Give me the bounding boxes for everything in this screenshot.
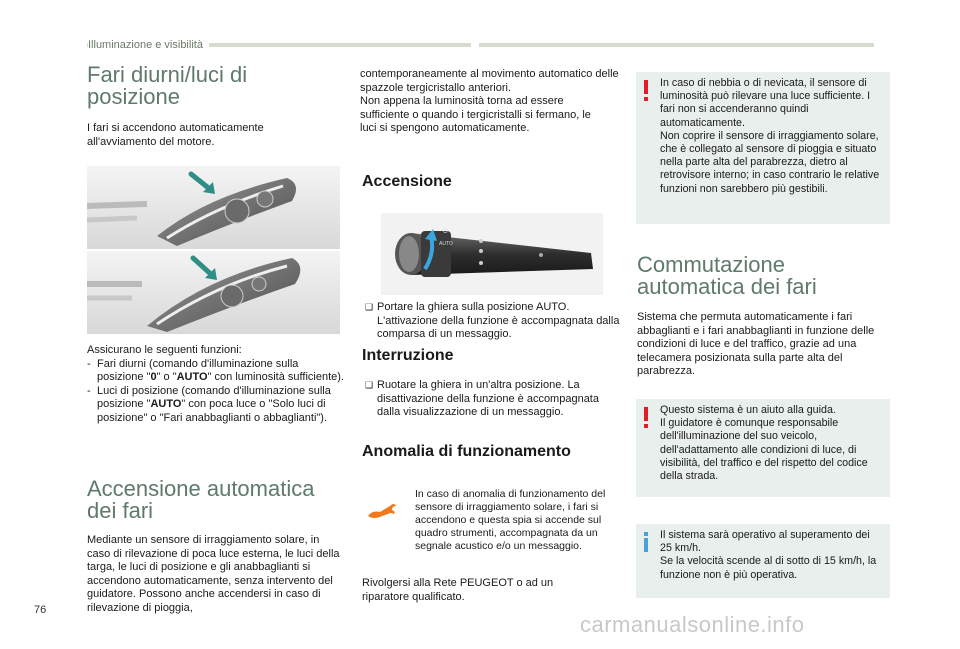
heading-fari-diurni: Fari diurni/luci di posizione	[87, 62, 248, 109]
wrench-icon	[366, 500, 398, 522]
functions-label: Assicurano le seguenti funzioni:	[87, 344, 242, 356]
bullet-icon: ❑	[365, 302, 374, 312]
column-middle	[360, 68, 620, 136]
functions-block	[87, 344, 345, 425]
headlight-image	[87, 166, 340, 334]
warning-icon	[644, 80, 649, 100]
warning-box-fog: In caso di nebbia o di nevicata, il sensore di luminosità può rilevare una luce sufficiente. I fari non si accenderanno quindi automaticamente. Non coprire il sensore di irraggiamento solare, che è collegato al sensore di pioggia e situato nella parte alta del parabrezza, dietro al retrovisore interno; in caso contrario le relative funzioni non sarebbero più gestibili.	[636, 72, 890, 224]
column-left	[87, 64, 347, 149]
warning-box-guida: Questo sistema è un aiuto alla guida. Il guidatore è comunque responsabile dell'illuminazione del suo veicolo, dell'adattamento alle condizioni di luce, di visibilità, del traffico e del rispetto del codice della strada.	[636, 399, 890, 497]
heading-accensione-automatica: Accensione automatica dei fari	[87, 476, 315, 523]
page-number: 76	[34, 604, 47, 616]
info-icon	[644, 532, 649, 552]
auto-beam-section	[637, 254, 891, 379]
svg-text:O: O	[443, 229, 448, 235]
auto-text: Mediante un sensore di irraggiamento solare, in caso di rilevazione di poca luce esterna, le luci della targa, le luci di posizione e gli anabbaglianti si accendono automaticamente, senza intervento del guidatore. Possono anche accendersi in caso di rilevazione di pioggia,	[87, 534, 340, 614]
function-item-posizione: - Luci di posizione (comando d'illuminazione sulla posizione "AUTO" con poca luce o "Solo luci di posizione" o "Fari anabbaglianti o abbaglianti").	[87, 384, 331, 424]
accensione-bullet: ❑ Portare la ghiera sulla posizione AUTO. L'attivazione della funzione è accompagnata dalla comparsa di un messaggio.	[365, 301, 620, 340]
anomalia-text: In caso di anomalia di funzionamento del sensore di irraggiamento solare, i fari si accendono e questa spia si accende sul quadro strumenti, accompagnata da un segnale acustico e/o un messaggio.	[415, 488, 606, 552]
heading-accensione: Accensione	[362, 173, 452, 190]
info-box-speed: Il sistema sarà operativo al superamento dei 25 km/h. Se la velocità scende al di sotto di 15 km/h, la funzione non è più operativa.	[636, 524, 890, 598]
continuation-text: contemporaneamente al movimento automatico delle spazzole tergicristallo anteriori.	[360, 68, 619, 94]
heading-commutazione: Commutazione automatica dei fari	[637, 252, 817, 299]
header-rule-right	[479, 43, 874, 47]
section-title: Illuminazione e visibilità	[88, 39, 209, 51]
interruzione-bullet: ❑ Ruotare la ghiera in un'altra posizione. La disattivazione della funzione è accompagnata dalla visualizzazione di un messaggio.	[365, 379, 599, 418]
lighting-stalk-illustration	[381, 213, 603, 295]
continuation-text-2: Non appena la luminosità torna ad essere sufficiente o quando i tergicristalli si fermano, le luci si spengono automaticamente.	[360, 95, 591, 134]
watermark: carmanualsonline.info	[580, 612, 805, 637]
heading-anomalia: Anomalia di funzionamento	[362, 443, 571, 460]
function-item-diurni: - Fari diurni (comando d'illuminazione sulla posizione "0" o "AUTO" con luminosità sufficiente).	[87, 357, 344, 383]
intro-text: I fari si accendono automaticamente all'avviamento del motore.	[87, 122, 264, 148]
heading-interruzione: Interruzione	[362, 347, 454, 364]
commutazione-text: Sistema che permuta automaticamente i fari abbaglianti e i fari anabbaglianti in funzione delle condizioni di luce e del traffico, grazie ad una telecamera posizionata sulla parte alta del parabrezza.	[637, 311, 875, 377]
svg-text:AUTO: AUTO	[439, 241, 453, 247]
stalk-image	[381, 213, 603, 295]
headlight-illustration	[87, 166, 340, 334]
auto-headlights-section	[87, 478, 347, 615]
bullet-icon: ❑	[365, 380, 374, 390]
warning-icon	[644, 407, 649, 427]
anomalia-footer: Rivolgersi alla Rete PEUGEOT o ad un riparatore qualificato.	[362, 577, 554, 603]
